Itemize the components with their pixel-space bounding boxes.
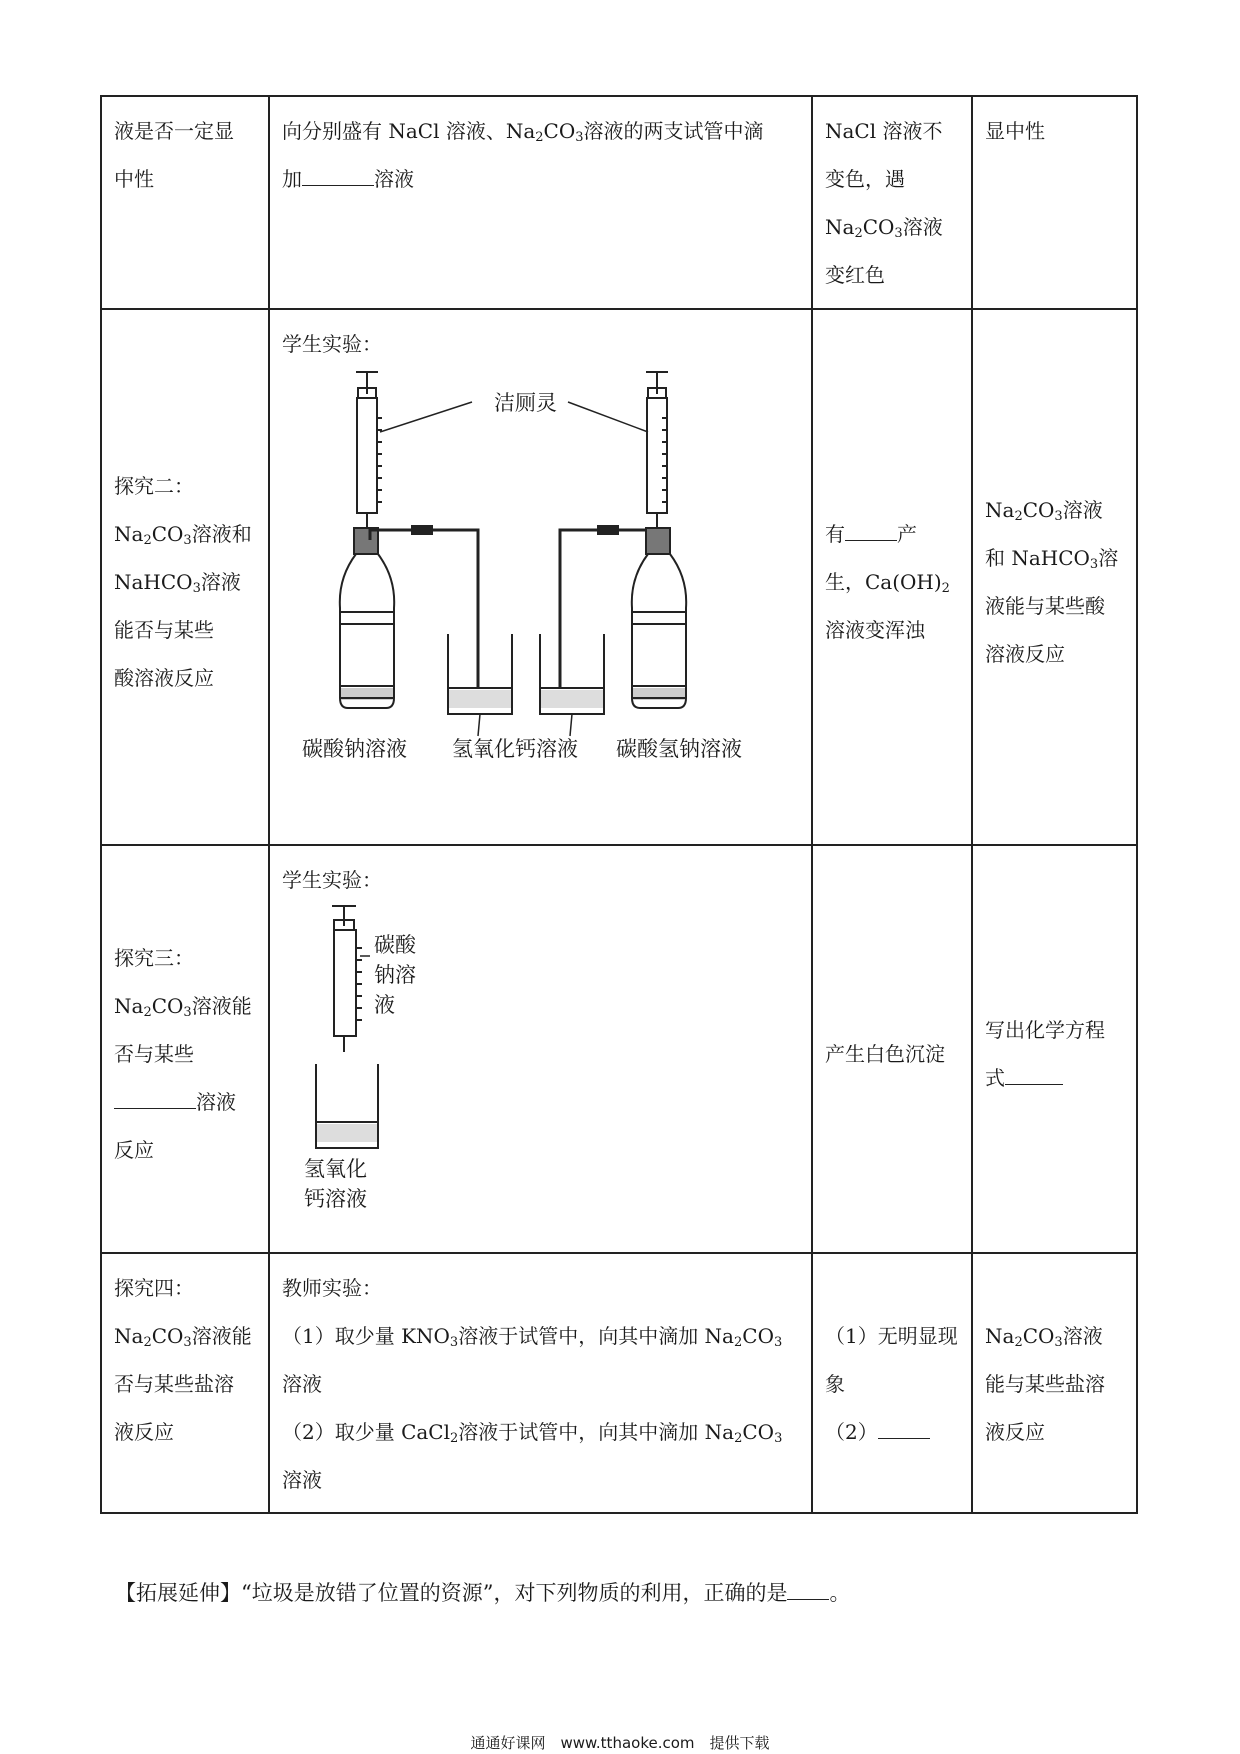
row1-method-line2: 加 溶液 bbox=[282, 155, 801, 203]
page-footer: 通通好课网 www.tthaoke.com 提供下载 bbox=[470, 1734, 770, 1752]
row4-phenomenon-cell bbox=[812, 1253, 972, 1513]
row2-conclusion-line4: 溶液反应 bbox=[985, 642, 1065, 666]
row3-question-line2: $Na_2CO_3$溶液能 bbox=[114, 994, 252, 1020]
row2-conclusion-cell bbox=[972, 309, 1137, 845]
row2-method-title: 学生实验： bbox=[282, 332, 382, 356]
row2-conclusion-line3: 液能与某些酸 bbox=[985, 594, 1105, 618]
row4-question-line2: $Na_2CO_3$溶液能 bbox=[114, 1324, 252, 1350]
apparatus-figure-base bbox=[282, 904, 792, 1224]
row2-phenomenon-line3: 溶液变浑浊 bbox=[825, 618, 925, 642]
row1-question-line1: 液是否一定显 bbox=[114, 119, 234, 143]
row1-phenomenon-line2: 变色，遇 bbox=[825, 167, 905, 191]
answer-blank[interactable] bbox=[1005, 1058, 1063, 1085]
row3-question-line1: 探究三： bbox=[114, 946, 194, 970]
row4-step1: （1）取少量 $KNO_3$溶液于试管中，向其中滴加 $Na_2CO_3$ bbox=[282, 1324, 783, 1350]
row4-question-line4: 液反应 bbox=[114, 1420, 174, 1444]
beaker-label-line1: 氢氧化 bbox=[304, 1157, 367, 1181]
row4-phenomenon-line1: （1）无明显现 bbox=[825, 1324, 958, 1348]
table-row bbox=[101, 309, 1137, 845]
row3-phenomenon: 产生白色沉淀 bbox=[825, 1042, 945, 1066]
row3-question-line4: 溶液 bbox=[114, 1078, 258, 1126]
answer-blank[interactable] bbox=[302, 159, 374, 186]
answer-blank[interactable] bbox=[878, 1412, 930, 1439]
tube-left bbox=[370, 526, 478, 688]
row4-method-cell bbox=[269, 1253, 812, 1513]
row1-question-line2: 中性 bbox=[114, 167, 154, 191]
row3-method-cell bbox=[269, 845, 812, 1253]
row4-method-title: 教师实验： bbox=[282, 1276, 382, 1300]
row2-phenomenon-cell bbox=[812, 309, 972, 845]
row4-phenomenon-line3: （2） bbox=[825, 1408, 961, 1456]
row3-question-line3: 否与某些 bbox=[114, 1042, 194, 1066]
row4-conclusion-cell bbox=[972, 1253, 1137, 1513]
row2-conclusion-line2: 和 NaHCO$_3$溶 bbox=[985, 546, 1119, 572]
syringe-right bbox=[646, 372, 668, 528]
table-row bbox=[101, 845, 1137, 1253]
row2-question-line4: 能否与某些 bbox=[114, 618, 214, 642]
table-row bbox=[101, 1253, 1137, 1513]
row4-question-line3: 否与某些盐溶 bbox=[114, 1372, 234, 1396]
table-row bbox=[101, 96, 1137, 309]
answer-blank[interactable] bbox=[787, 1573, 829, 1600]
row4-step2-cont: 溶液 bbox=[282, 1468, 322, 1492]
beaker bbox=[316, 1064, 378, 1148]
row2-question-line5: 酸溶液反应 bbox=[114, 666, 214, 690]
row4-step2: （2）取少量 CaCl$_2$溶液于试管中，向其中滴加 $Na_2CO_3$ bbox=[282, 1420, 783, 1446]
row4-conclusion-line2: 能与某些盐溶 bbox=[985, 1372, 1105, 1396]
row3-phenomenon-cell bbox=[812, 845, 972, 1253]
row4-step1-cont: 溶液 bbox=[282, 1372, 322, 1396]
syringe-label-line1: 碳酸 bbox=[374, 933, 416, 957]
row2-question-line2: $Na_2CO_3$溶液和 bbox=[114, 522, 252, 548]
beaker-right bbox=[540, 634, 604, 714]
row2-question-cell bbox=[101, 309, 269, 845]
syringe-label-line2: 钠溶 bbox=[374, 963, 416, 987]
label-sodium-carbonate: 碳酸钠溶液 bbox=[302, 737, 407, 761]
row3-question-line5: 反应 bbox=[114, 1138, 154, 1162]
syringe-left bbox=[356, 372, 382, 528]
row4-question-line1: 探究四： bbox=[114, 1276, 194, 1300]
row3-conclusion-line2: 式 bbox=[985, 1054, 1126, 1102]
beaker-label-line2: 钙溶液 bbox=[304, 1187, 367, 1211]
row3-conclusion-cell bbox=[972, 845, 1137, 1253]
row2-phenomenon-line2: 生，$Ca(OH)_2$ bbox=[825, 570, 950, 596]
syringe-label-line3: 液 bbox=[374, 993, 395, 1017]
row2-conclusion-line1: $Na_2CO_3$溶液 bbox=[985, 498, 1103, 524]
beaker-left bbox=[448, 634, 512, 714]
label-calcium-hydroxide: 氢氧化钙溶液 bbox=[452, 737, 578, 761]
row2-question-line3: NaHCO$_3$溶液 bbox=[114, 570, 241, 596]
row2-method-cell bbox=[269, 309, 812, 845]
row2-question-line1: 探究二： bbox=[114, 474, 194, 498]
row4-conclusion-line1: $Na_2CO_3$溶液 bbox=[985, 1324, 1103, 1350]
row3-question-cell bbox=[101, 845, 269, 1253]
row2-phenomenon-line1: 有 产 bbox=[825, 510, 961, 558]
apparatus-figure-acid bbox=[282, 368, 792, 798]
row3-conclusion-line1: 写出化学方程 bbox=[985, 1018, 1105, 1042]
row1-method-line1: 向分别盛有 NaCl 溶液、$Na_2CO_3$溶液的两支试管中滴 bbox=[282, 119, 764, 145]
row1-method-cell bbox=[269, 96, 812, 309]
row1-question-cell bbox=[101, 96, 269, 309]
row1-phenomenon-cell bbox=[812, 96, 972, 309]
row1-conclusion: 显中性 bbox=[985, 119, 1045, 143]
row4-conclusion-line3: 液反应 bbox=[985, 1420, 1045, 1444]
bottle-left bbox=[340, 528, 394, 708]
experiment-table bbox=[100, 95, 1138, 1514]
answer-blank[interactable] bbox=[114, 1082, 196, 1109]
label-cleaner: 洁厕灵 bbox=[494, 391, 557, 415]
answer-blank[interactable] bbox=[845, 514, 897, 541]
row1-conclusion-cell bbox=[972, 96, 1137, 309]
row3-method-title: 学生实验： bbox=[282, 868, 382, 892]
label-sodium-bicarbonate: 碳酸氢钠溶液 bbox=[616, 737, 742, 761]
row4-phenomenon-line2: 象 bbox=[825, 1372, 845, 1396]
syringe bbox=[332, 906, 370, 1052]
row1-phenomenon-line1: NaCl 溶液不 bbox=[825, 119, 943, 143]
row4-question-cell bbox=[101, 1253, 269, 1513]
extension-question: 【拓展延伸】“垃圾是放错了位置的资源”，对下列物质的利用，正确的是 。 bbox=[115, 1573, 850, 1607]
row1-phenomenon-line4: 变红色 bbox=[825, 263, 885, 287]
row1-phenomenon-line3: $Na_2CO_3$溶液 bbox=[825, 215, 943, 241]
bottle-right bbox=[632, 528, 686, 708]
